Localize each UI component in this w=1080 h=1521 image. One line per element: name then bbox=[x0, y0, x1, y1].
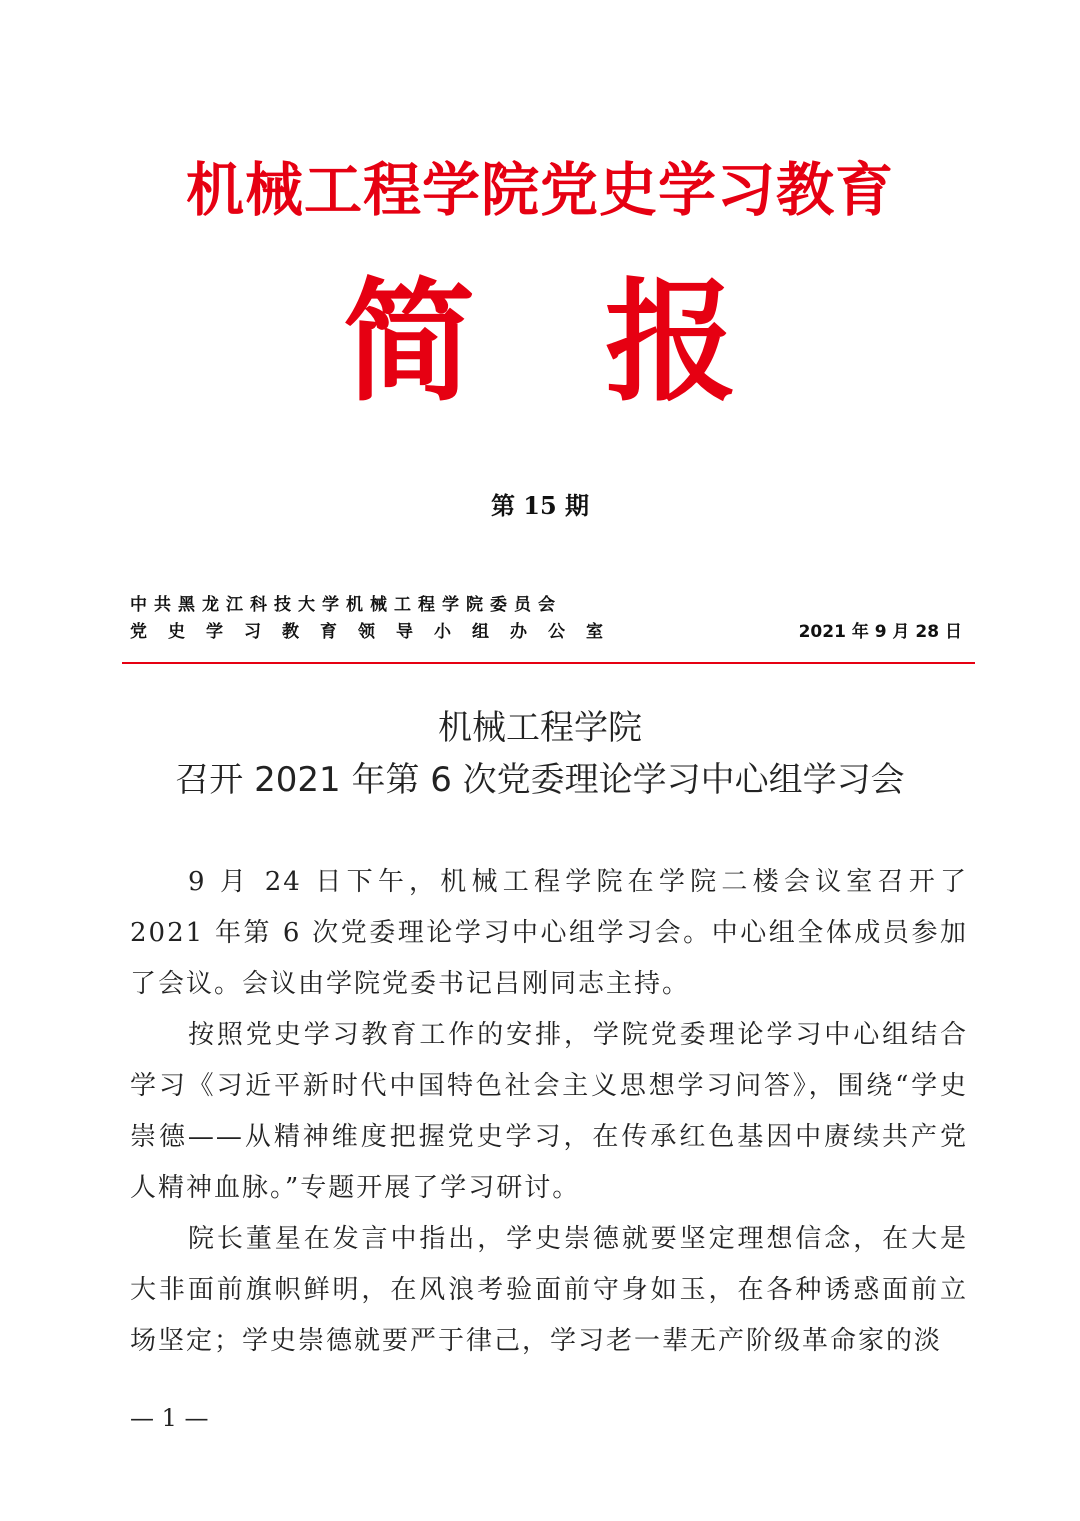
paragraph-3: 院长董星在发言中指出，学史崇德就要坚定理想信念，在大是大非面前旗帜鲜明，在风浪考验面前守身如玉，在各种诱惑面前立场坚定；学史崇德就要严于律己，学习老一辈无产阶级革命家的淡 bbox=[130, 1224, 968, 1356]
issue-number: 第 15 期 bbox=[490, 491, 590, 520]
paragraph-2: 按照党史学习教育工作的安排，学院党委理论学习中心组结合学习《习近平新时代中国特色社会主义思想学习问答》，围绕“学史崇德——从精神维度把握党史学习，在传承红色基因中赓续共产党人精神血脉。”专题开展了学习研讨。 bbox=[130, 1020, 968, 1203]
paragraph-1: 9 月 24 日下午，机械工程学院在学院二楼会议室召开了 2021 年第 6 次党委理论学习中心组学习会。中心组全体成员参加了会议。会议由学院党委书记吕刚同志主持。 bbox=[130, 867, 968, 999]
issuer-committee: 中共黑龙江科技大学机械工程学院委员会 bbox=[130, 595, 562, 615]
article-title-line-2: 召开 2021 年第 6 次党委理论学习中心组学习会 bbox=[175, 760, 905, 800]
article-body bbox=[130, 857, 968, 1367]
page-number: — 1 — bbox=[130, 1404, 209, 1432]
red-divider bbox=[122, 662, 975, 664]
article-title-line-1: 机械工程学院 bbox=[438, 708, 642, 748]
masthead-title: 机械工程学院党史学习教育 bbox=[185, 156, 894, 224]
issuer-office: 党史学习教育领导小组办公室 bbox=[130, 622, 624, 642]
bulletin-char-jian: 简 bbox=[343, 266, 475, 420]
bulletin-heading bbox=[0, 268, 1080, 418]
issue-date: 2021 年 9 月 28 日 bbox=[798, 622, 962, 642]
bulletin-char-bao: 报 bbox=[605, 266, 737, 420]
